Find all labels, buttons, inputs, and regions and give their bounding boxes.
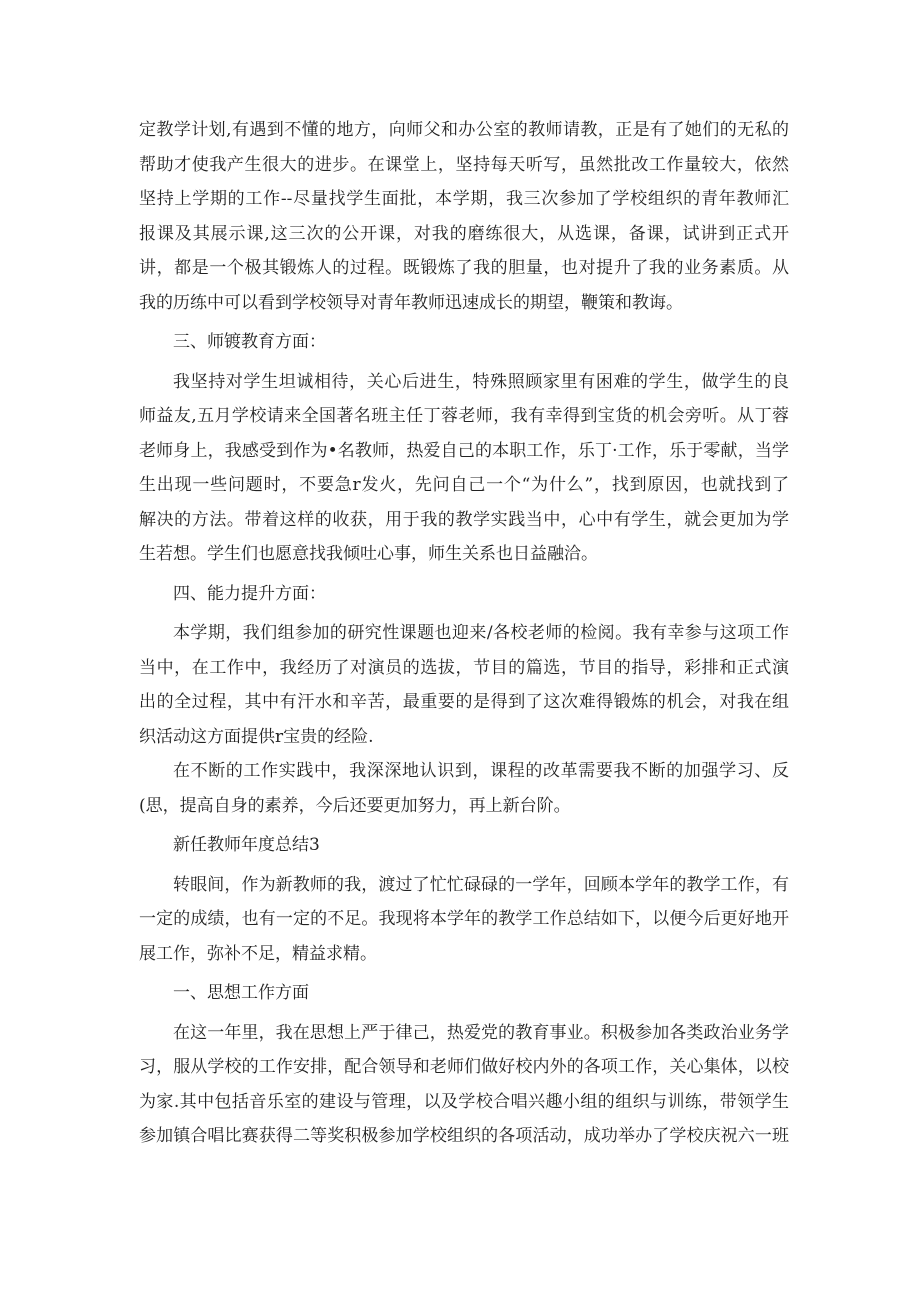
text-line: 解决的方法。带着这样的收获，用于我的教学实践当中，心中有学生，就会更加为学 (139, 509, 789, 530)
paragraph (139, 1016, 789, 1154)
text-line: 定教学计划,有遇到不懂的地方，向师父和办公室的教师请教，正是有了她们的无私的 (139, 120, 789, 140)
text-line: 老师身上，我感受到作为•名教师，热爱自己的本职工作，乐丁·工作，乐于零献，当学 (139, 440, 789, 461)
text-line: 参加镇合唱比赛获得二等奖积极参加学校组织的各项活动，成功举办了学校庆祝六一班 (139, 1126, 789, 1146)
text-line: 我的历练中可以看到学校领导对青年教师迅速成长的期望，鞭策和教诲。 (139, 292, 683, 313)
text-line: 转眼间，作为新教师的我，渡过了忙忙碌碌的一学年，回顾本学年的教学工作，有 (173, 874, 789, 895)
text-line: 报课及其展示课,这三次的公开课，对我的磨练很大，从选课，备课，试讲到正式开 (139, 223, 789, 244)
text-line: 本学期，我们组参加的研究性课题也迎来/各校老师的检阅。我有幸参与这项工作 (173, 623, 789, 643)
text-line: 在这一年里，我在思想上严于律己，热爱党的教育事业。积极参加各类政治业务学 (173, 1022, 789, 1043)
text-line: 坚持上学期的工作--尽量找学生面批，本学期，我三次参加了学校组织的青年教师汇 (139, 189, 789, 209)
text-line: 一定的成绩，也有一定的不足。我现将本学年的教学工作总结如下，以便今后更好地开 (139, 909, 789, 929)
paragraph (139, 113, 789, 320)
text-line: (思，提高自身的素养，今后还要更加努力，再上新台阶。 (139, 795, 571, 816)
text-line: 师益友,五月学校请来全国著名班主任丁蓉老师，我有幸得到宝货的机会旁听。从丁蓉 (139, 406, 789, 426)
text-line: 生若想。学生们也愿意找我倾吐心事，师生关系也日益融洽。 (139, 544, 598, 564)
text-line: 习，服从学校的工作安排，配合领导和老师们做好校内外的各项工作，关心集体，以校 (139, 1057, 789, 1077)
text-line: 帮助才使我产生很大的进步。在课堂上，坚持每天听写，虽然批改工作量较大，依然 (139, 154, 789, 175)
text-line: 讲，都是一个极其锻炼人的过程。既锻炼了我的胆量，也对提升了我的业务素质。从 (139, 258, 789, 278)
section-heading: 一、思想工作方面 (173, 983, 309, 1003)
paragraph (139, 754, 789, 823)
text-line: 当中，在工作中，我经历了对演员的选拔，节目的篇选，节目的指导，彩排和正式演 (139, 657, 789, 678)
text-line: 生出现一些问题时，不要急r发火，先问自己一个“为什么”，找到原因，也就找到了 (139, 475, 789, 495)
section-heading: 新任教师年度总结3 (173, 835, 320, 855)
document-body (139, 113, 789, 1154)
text-line: 为家.其中包括音乐室的建设与管理，以及学校合唱兴趣小组的组织与训练，带领学生 (139, 1091, 789, 1112)
paragraph (139, 616, 789, 754)
text-line: 出的全过程，其中有汗水和辛苦，最重要的是得到了这次难得锻炼的机会，对我在组 (139, 692, 789, 712)
section-heading: 三、师镀教育方面： (173, 332, 326, 352)
text-line: 织活动这方面提供r宝贵的经险. (139, 726, 374, 747)
section-heading: 四、能力提升方面： (173, 583, 326, 604)
text-line: 我坚持对学生坦诚相待，关心后进生，特殊照顾家里有困难的学生，做学生的良 (173, 371, 789, 392)
text-line: 在不断的工作实践中，我深深地认识到，课程的改革需要我不断的加强学习、反 (173, 761, 789, 781)
text-line: 展工作，弥补不足，精益求精。 (139, 943, 377, 964)
paragraph (139, 868, 789, 972)
paragraph (139, 365, 789, 572)
